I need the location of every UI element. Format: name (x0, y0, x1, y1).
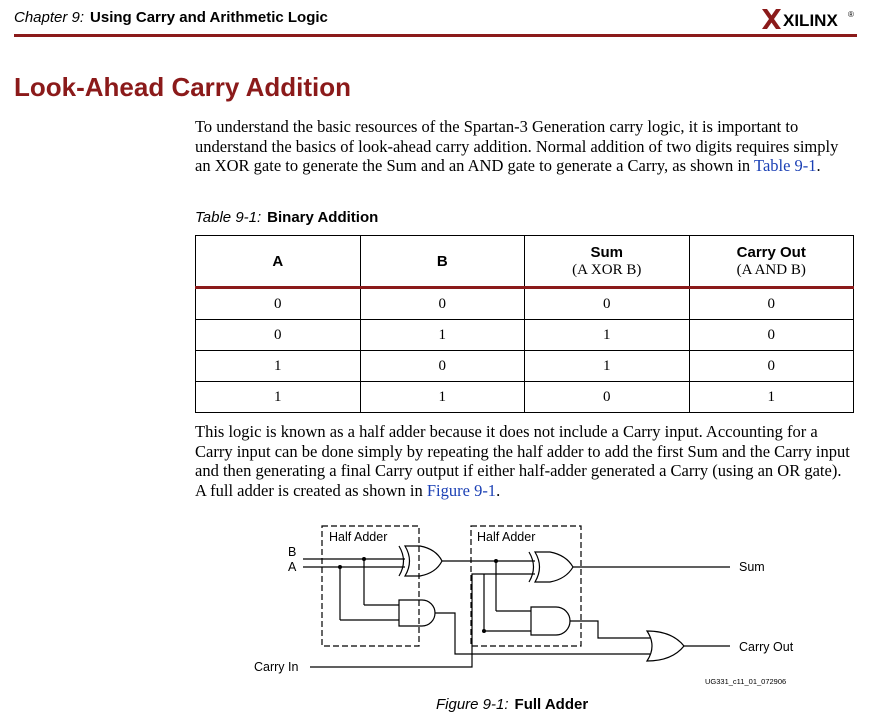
wire-and1-to-or (435, 613, 650, 654)
figure-caption (436, 696, 588, 713)
table-cell: 1 (196, 382, 361, 413)
table-link[interactable]: Table 9-1 (754, 156, 817, 176)
or-gate (647, 631, 684, 661)
header-carry-out (689, 236, 854, 288)
table-cell: 1 (196, 351, 361, 382)
header-a-label: A (272, 252, 284, 270)
chapter-header (14, 9, 328, 26)
section-title: Look-Ahead Carry Addition (14, 72, 352, 102)
table-row (196, 351, 854, 382)
junction-carry-in (482, 629, 486, 633)
half-adder-text: This logic is known as a half adder because it does not include a Carry input. Accounting for a Carry input can be done simply by repeating the half adder to add the first Sum and the Carry input and then generating a final Carry output if either half-adder generated a Carry (using an OR gate). A full adder is created as shown in (195, 422, 850, 500)
table-caption (195, 209, 378, 226)
table-cell: 0 (196, 288, 361, 320)
xilinx-logo (760, 6, 858, 32)
header-carry-out-sublabel: (A AND B) (736, 261, 806, 278)
figure-caption-title: Full Adder (514, 696, 589, 713)
intro-paragraph (195, 117, 855, 176)
table-cell: 1 (525, 351, 690, 382)
header-sum-sublabel: (A XOR B) (572, 261, 642, 278)
xor-gate-2 (535, 552, 573, 582)
table-row (196, 382, 854, 413)
table-cell: 0 (360, 351, 525, 382)
table-caption-label: Table 9-1: (195, 209, 262, 226)
input-b-label: B (288, 545, 297, 559)
table-cell: 0 (689, 351, 854, 382)
table-cell: 1 (360, 320, 525, 351)
input-a-label: A (288, 560, 297, 574)
xor-gate-1 (405, 546, 442, 576)
table-cell: 0 (525, 382, 690, 413)
xor-gate-2-back (529, 552, 534, 582)
half-adder-end: . (496, 480, 501, 500)
table-cell: 1 (689, 382, 854, 413)
table-row (196, 288, 854, 320)
half-adder-box-2 (471, 526, 581, 646)
header-b (360, 236, 525, 288)
table-cell: 0 (689, 320, 854, 351)
table-caption-title: Binary Addition (267, 209, 379, 226)
half-adder-label-1: Half Adder (329, 530, 388, 544)
logo-text: XILINX (783, 11, 838, 30)
junction-a (338, 565, 342, 569)
chapter-title: Using Carry and Arithmetic Logic (90, 9, 328, 26)
junction-b (362, 557, 366, 561)
carry-out-label: Carry Out (739, 640, 794, 654)
table-cell: 1 (525, 320, 690, 351)
carry-in-label: Carry In (254, 660, 299, 674)
and-gate-2 (531, 607, 570, 635)
table-row (196, 320, 854, 351)
header-sum-label: Sum (590, 243, 623, 261)
binary-addition-table (195, 235, 854, 413)
intro-text: To understand the basic resources of the Spartan-3 Generation carry logic, it is important to understand the basics of look-ahead carry addition. Normal addition of two digits requires simply an XOR gate to generate the Sum and an AND gate to generate a Carry, as shown in (195, 117, 839, 176)
header-b-label: B (436, 252, 448, 270)
header-sum (525, 236, 690, 288)
table-cell: 0 (360, 288, 525, 320)
header-carry-out-label: Carry Out (736, 243, 806, 261)
table-cell: 0 (525, 288, 690, 320)
junction-sum1 (494, 559, 498, 563)
logo-registered-mark: ® (848, 10, 854, 19)
half-adder-box-1 (322, 526, 419, 646)
header-rule (14, 34, 857, 37)
half-adder-paragraph (195, 422, 855, 500)
table-cell: 0 (196, 320, 361, 351)
half-adder-label-2: Half Adder (477, 530, 536, 544)
wire-and2-to-or (570, 621, 650, 638)
intro-end: . (816, 156, 821, 176)
table-cell: 1 (360, 382, 525, 413)
full-adder-diagram (240, 520, 820, 690)
xor-gate-1-back (399, 546, 404, 576)
figure-caption-label: Figure 9-1: (436, 696, 509, 713)
figure-link[interactable]: Figure 9-1 (426, 480, 497, 500)
chapter-label: Chapter 9: (14, 9, 85, 26)
table-header-row (196, 236, 854, 288)
header-a (196, 236, 361, 288)
sum-output-label: Sum (739, 560, 765, 574)
figure-id-label: UG331_c11_01_072906 (705, 677, 787, 686)
and-gate-1 (399, 600, 435, 626)
table-cell: 0 (689, 288, 854, 320)
